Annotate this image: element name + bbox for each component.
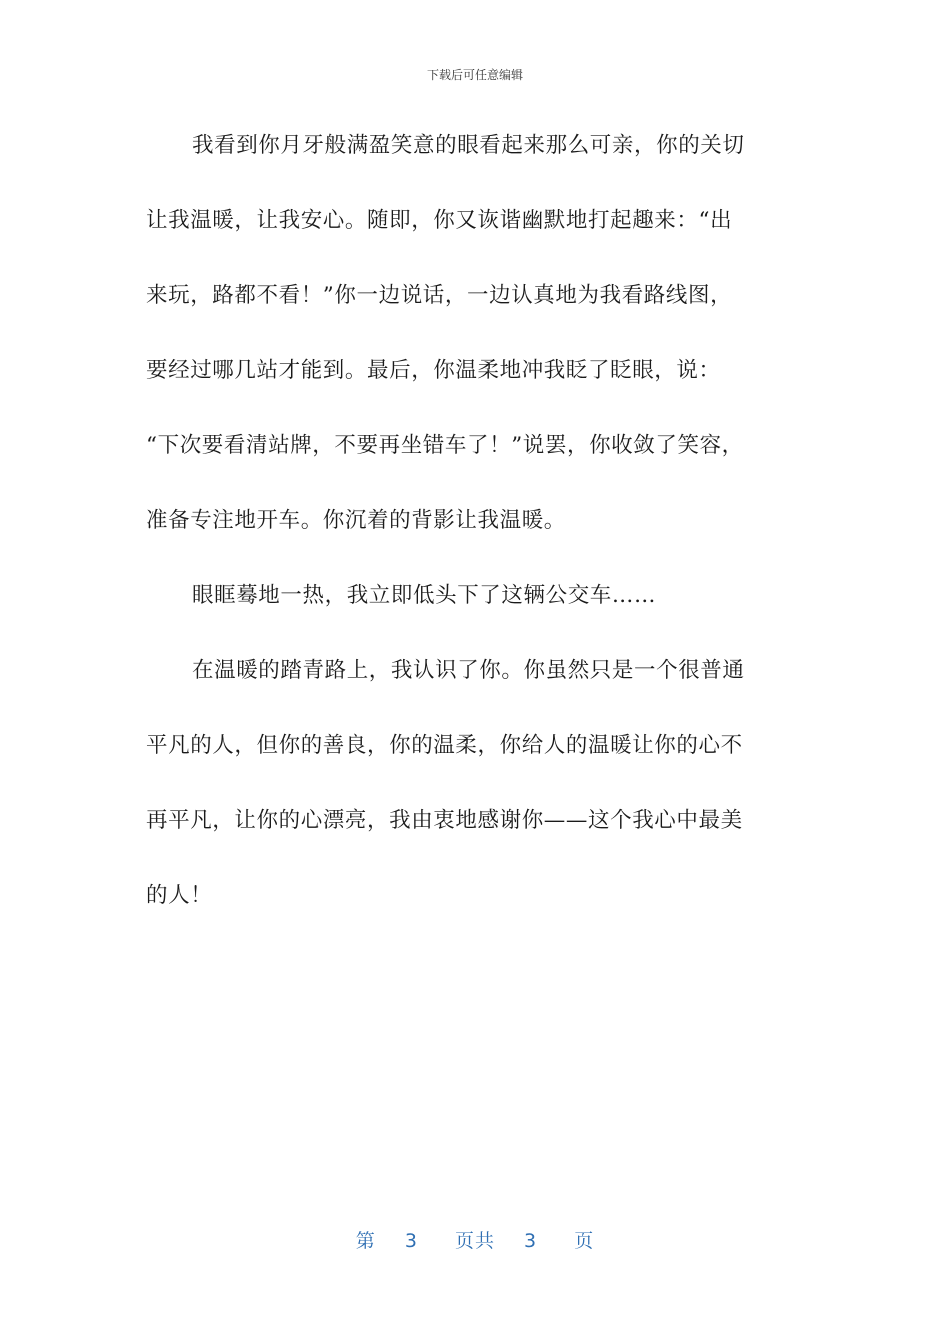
paragraph-line: 来玩，路都不看！”你一边说话，一边认真地为我看路线图， <box>146 283 733 308</box>
document-body <box>146 120 806 945</box>
header-note: 下载后可任意编辑 <box>426 68 523 82</box>
paragraph-line: 让我温暖，让我安心。随即，你又诙谐幽默地打起趣来：“出 <box>146 208 733 233</box>
page-label-prefix: 第 <box>355 1230 376 1252</box>
paragraph-line: 平凡的人，但你的善良，你的温柔，你给人的温暖让你的心不 <box>146 733 743 758</box>
current-page-number: 3 <box>404 1230 418 1252</box>
page-footer <box>0 1226 950 1253</box>
page-label-suffix: 页 <box>574 1230 595 1252</box>
paragraph-line: 眼眶蓦地一热，我立即低头下了这辆公交车…… <box>192 583 657 608</box>
paragraph-line: 我看到你月牙般满盈笑意的眼看起来那么可亲，你的关切 <box>192 133 745 158</box>
paragraph-line: 准备专注地开车。你沉着的背影让我温暖。 <box>146 508 566 533</box>
total-pages-number: 3 <box>524 1230 538 1252</box>
page-label-mid: 页共 <box>454 1230 495 1252</box>
paragraph-line: 在温暖的踏青路上，我认识了你。你虽然只是一个很普通 <box>192 658 745 683</box>
paragraph-line: 再平凡，让你的心漂亮，我由衷地感谢你——这个我心中最美 <box>146 808 743 833</box>
paragraph-line: 要经过哪几站才能到。最后，你温柔地冲我眨了眨眼，说： <box>146 358 721 383</box>
paragraph-line: 的人！ <box>146 883 213 908</box>
paragraph-line: “下次要看清站牌，不要再坐错车了！”说罢，你收敛了笑容， <box>146 433 744 458</box>
